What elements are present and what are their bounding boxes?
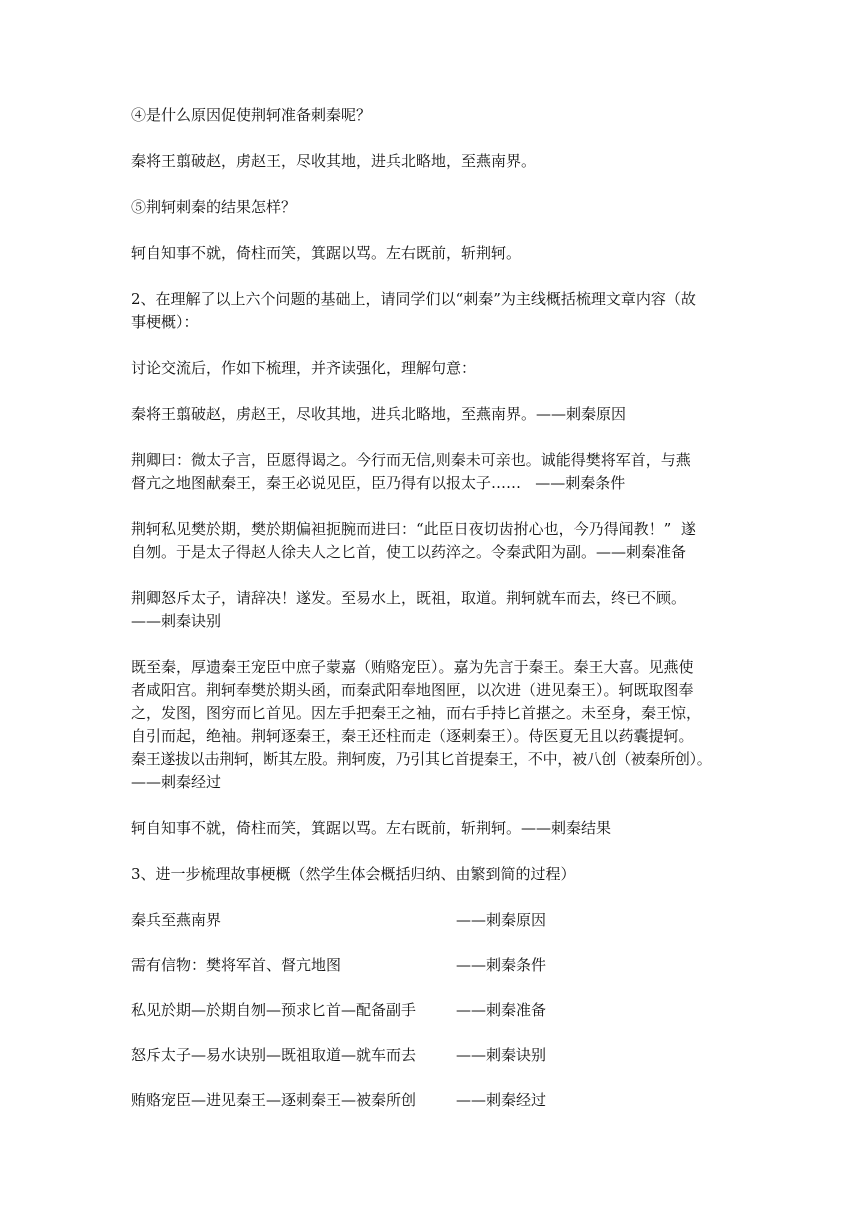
paragraph-condition-line: 荆卿曰：微太子言，臣愿得谒之。今行而无信,则秦未可亲也。诚能得樊将军首，与燕 — [131, 451, 691, 469]
question-4: ④是什么原因促使荆轲准备刺秦呢？ — [131, 106, 372, 124]
paragraph-farewell-line: ——刺秦诀别 — [131, 612, 222, 630]
paragraph-preparation — [131, 518, 731, 564]
paragraph-process-line: 之，发图，图穷而匕首见。因左手把秦王之袖，而右手持匕首揕之。未至身，秦王惊， — [131, 704, 702, 722]
summary-row — [131, 1089, 731, 1112]
summary-step: 秦兵至燕南界 — [131, 911, 222, 929]
paragraph-preparation-line: 自刎。于是太子得赵人徐夫人之匕首，使工以药淬之。令秦武阳为副。——刺秦准备 — [131, 543, 687, 561]
summary-category: ——刺秦经过 — [456, 1091, 547, 1109]
paragraph-condition-line: 督亢之地图献秦王，秦王必说见臣，臣乃得有以报太子…… ——刺秦条件 — [131, 474, 626, 492]
task-2-line-2: 事梗概）： — [131, 313, 199, 331]
summary-category: ——刺秦原因 — [456, 911, 547, 929]
task-2 — [131, 288, 731, 334]
summary-step: 需有信物：樊将军首、督亢地图 — [131, 956, 342, 974]
document-body — [131, 104, 731, 1112]
summary-category: ——刺秦准备 — [456, 1001, 547, 1019]
paragraph-process — [131, 656, 731, 794]
summary-row — [131, 1044, 731, 1067]
summary-category: ——刺秦诀别 — [456, 1046, 547, 1064]
paragraph-process-line: 者咸阳宫。荆轲奉樊於期头函，而秦武阳奉地图匣，以次进（进见秦王）。轲既取图奉 — [131, 681, 694, 699]
task-3: 3、进一步梳理故事梗概（然学生体会概括归纳、由繁到简的过程） — [131, 865, 576, 883]
summary-category: ——刺秦条件 — [456, 956, 547, 974]
discussion-intro: 讨论交流后，作如下梳理，并齐读强化，理解句意： — [131, 359, 477, 377]
paragraph-process-line: 自引而起，绝袖。荆轲逐秦王，秦王还柱而走（逐刺秦王）。侍医夏无且以药囊提轲。 — [131, 727, 694, 745]
paragraph-condition — [131, 449, 731, 495]
question-5: ⑤荆轲刺秦的结果怎样？ — [131, 198, 297, 216]
summary-step: 贿赂宠臣—进见秦王—逐刺秦王—被秦所创 — [131, 1091, 417, 1109]
paragraph-process-line: ——刺秦经过 — [131, 773, 222, 791]
summary-row — [131, 909, 731, 932]
answer-4: 秦将王翦破赵，虏赵王，尽收其地，进兵北略地，至燕南界。 — [131, 152, 537, 170]
task-2-line-1: 2、在理解了以上六个问题的基础上，请同学们以“刺秦”为主线概括梳理文章内容（故 — [131, 290, 696, 308]
summary-step: 私见於期—於期自刎—预求匕首—配备副手 — [131, 1001, 417, 1019]
paragraph-farewell — [131, 587, 731, 633]
paragraph-reason: 秦将王翦破赵，虏赵王，尽收其地，进兵北略地，至燕南界。——刺秦原因 — [131, 405, 627, 423]
summary-list — [131, 909, 731, 1112]
answer-5: 轲自知事不就，倚柱而笑，箕踞以骂。左右既前，斩荆轲。 — [131, 244, 522, 262]
summary-row — [131, 954, 731, 977]
summary-step: 怒斥太子—易水诀别—既祖取道—就车而去 — [131, 1046, 417, 1064]
paragraph-result: 轲自知事不就，倚柱而笑，箕踞以骂。左右既前，斩荆轲。——刺秦结果 — [131, 819, 612, 837]
paragraph-process-line: 既至秦，厚遗秦王宠臣中庶子蒙嘉（贿赂宠臣）。嘉为先言于秦王。秦王大喜。见燕使 — [131, 658, 694, 676]
paragraph-preparation-line: 荆轲私见樊於期，樊於期偏袒扼腕而进曰：“此臣日夜切齿拊心也，今乃得闻教！” 遂 — [131, 520, 696, 538]
summary-row — [131, 999, 731, 1022]
paragraph-process-line: 秦王遂拔以击荆轲，断其左股。荆轲废，乃引其匕首提秦王，不中，被八创（被秦所创）。 — [131, 750, 712, 768]
paragraph-farewell-line: 荆卿怒斥太子，请辞决！遂发。至易水上，既祖，取道。荆轲就车而去，终已不顾。 — [131, 589, 687, 607]
